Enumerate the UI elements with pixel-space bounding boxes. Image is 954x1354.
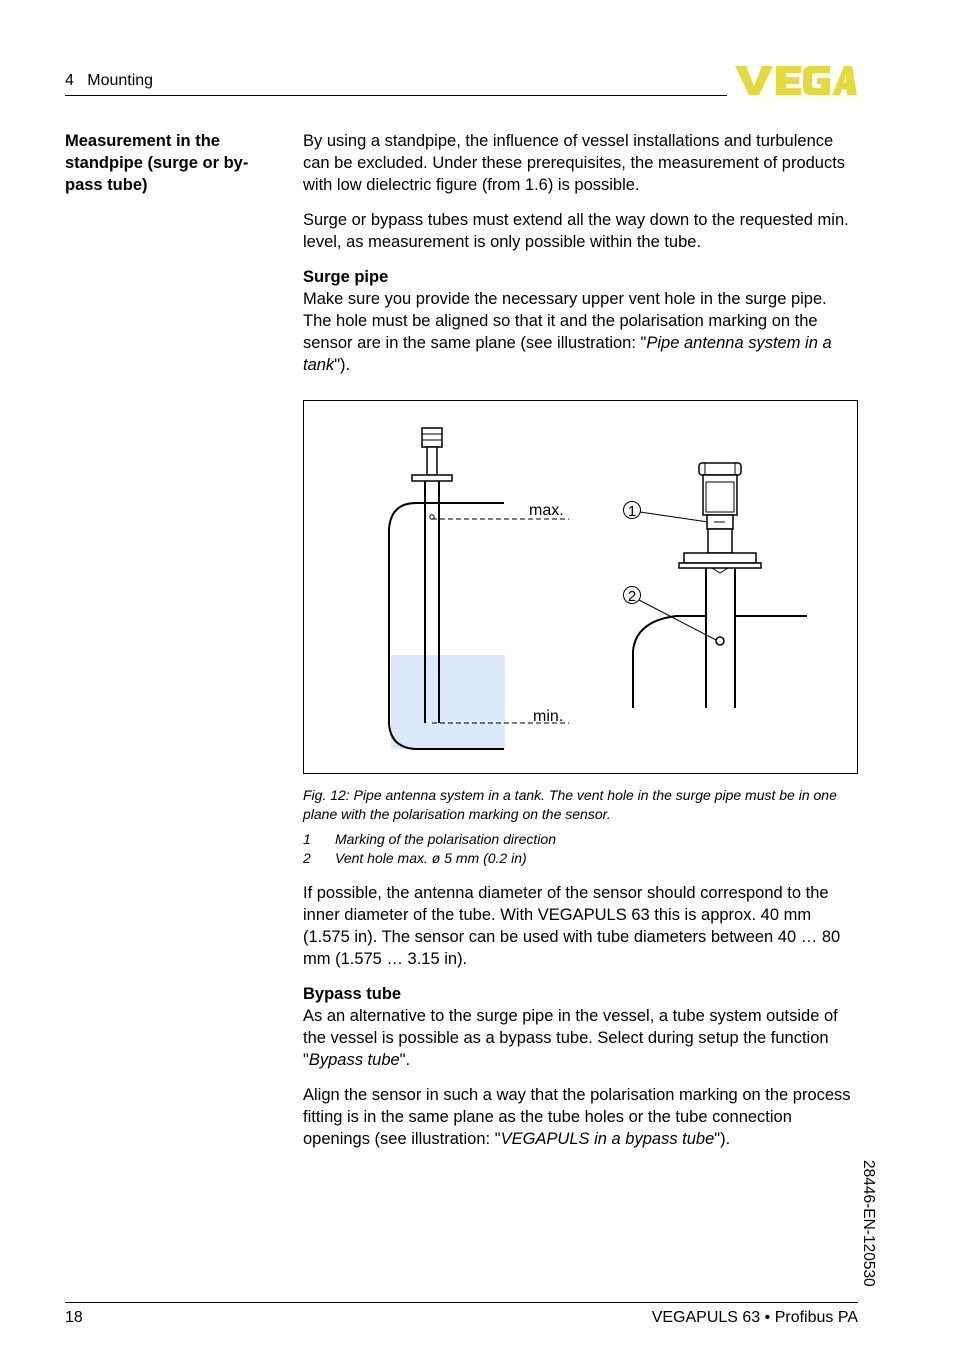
bypass-tube-heading: Bypass tube: [303, 985, 402, 1003]
callout-1: 1: [627, 503, 637, 520]
surge-text-end: ").: [334, 356, 351, 374]
callout-2: 2: [627, 588, 637, 605]
legend-number: 1: [303, 831, 311, 847]
legend-text: Marking of the polarisation direction: [335, 831, 557, 847]
bypass-text-ref: Bypass tube: [308, 1051, 400, 1069]
surge-text-ref: Pipe antenna system in a tank: [303, 334, 832, 374]
text-column-bottom: [303, 882, 859, 1150]
figure-caption: Fig. 12: Pipe antenna system in a tank. The vent hole in the surge pipe must be in one plane with the polarisation marking on the sensor.: [303, 787, 837, 822]
legend-text: Vent hole max. ø 5 mm (0.2 in): [335, 850, 527, 866]
align-text-ref: VEGAPULS in a bypass tube: [500, 1130, 715, 1148]
legend-item: [303, 849, 527, 868]
legend-item: [303, 830, 556, 849]
running-header: 4 Mounting: [65, 72, 154, 89]
paragraph-diameter: If possible, the antenna diameter of the sensor should correspond to the inner diameter of the tube. With VEGAPULS 63 this is approx. 40 mm (1.575 in). The sensor can be used with tube diameters between 40 … 80 mm (1.575 … 3.15 in).: [303, 884, 841, 968]
paragraph-standpipe: By using a standpipe, the influence of vessel installations and turbulence can be excluded. Under these prerequisites, the measurement of products with low dielectric figure (from 1.6) is possible.: [303, 132, 846, 194]
paragraph-tubes: Surge or bypass tubes must extend all the way down to the requested min. level, as measurement is only possible within the tube.: [303, 211, 849, 251]
paragraph-bypass: [303, 1005, 859, 1071]
align-text: Align the sensor in such a way that the polarisation marking on the process fitting is in the same plane as the tube holes or the tube connection openings (see illustration: ": [303, 1086, 851, 1148]
paragraph-align: [303, 1084, 859, 1150]
legend-number: 2: [303, 850, 311, 866]
liquid-fill: [391, 655, 505, 749]
page-number: 18: [65, 1309, 83, 1326]
surge-text: Make sure you provide the necessary upper vent hole in the surge pipe. The hole must be aligned so that it and the polarisation marking on the sensor are in the same plane (see illustration: ": [303, 290, 827, 352]
paragraph-surge-pipe: [303, 288, 859, 376]
header-rule: [65, 95, 727, 96]
label-min: min.: [533, 708, 564, 725]
label-max: max.: [529, 502, 564, 519]
text-column-top: [303, 130, 859, 376]
bypass-text: As an alternative to the surge pipe in the vessel, a tube system outside of the vessel is possible as a bypass tube. Select during setup the function ": [303, 1007, 838, 1069]
vega-logo: [733, 62, 859, 103]
surge-pipe-heading: Surge pipe: [303, 268, 389, 286]
side-heading: Measurement in the standpipe (surge or by-pass tube): [65, 132, 249, 194]
document-id: 28446-EN-120530: [860, 1160, 877, 1287]
footer-rule: [65, 1302, 858, 1303]
align-text-end: ").: [714, 1130, 731, 1148]
figure-pipe-antenna: [303, 400, 858, 774]
bypass-text-end: ".: [399, 1051, 411, 1069]
product-name: VEGAPULS 63 • Profibus PA: [651, 1309, 858, 1326]
